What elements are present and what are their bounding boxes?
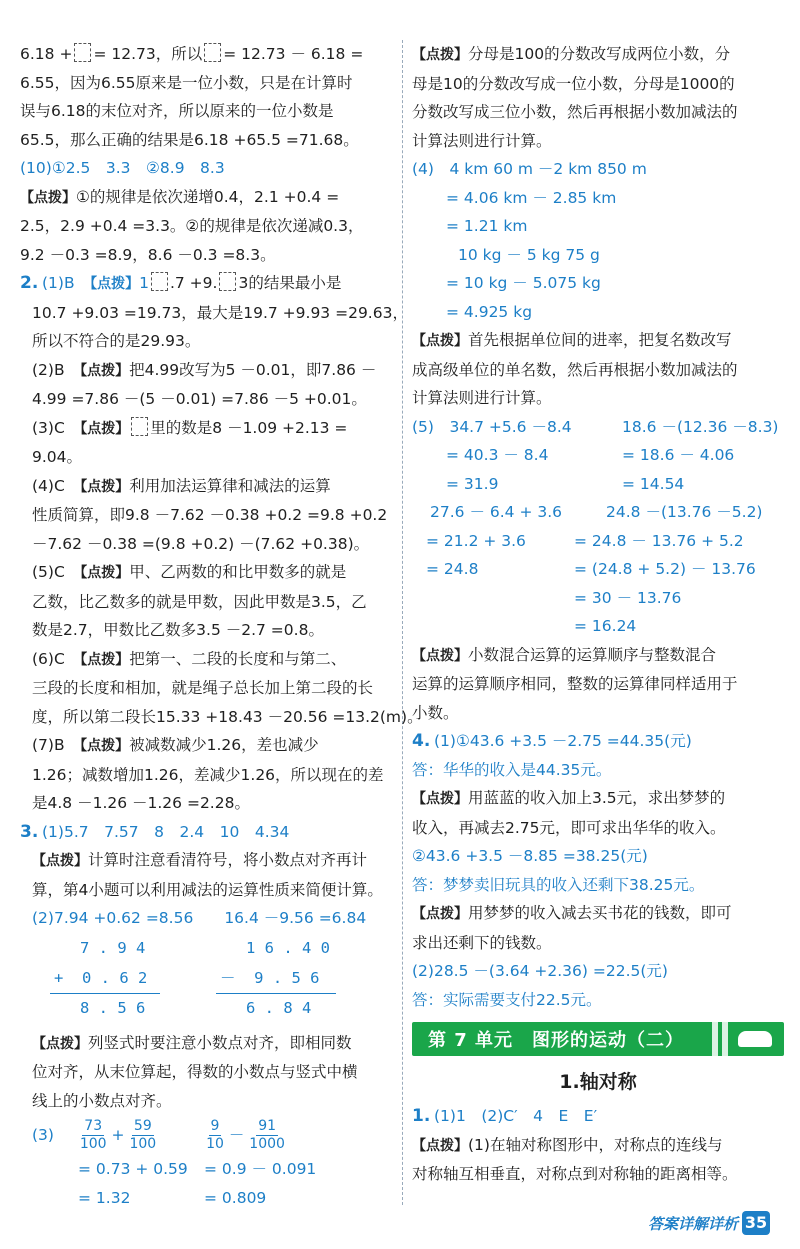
text-line: 小数。 [412,703,459,722]
text-line: 是4.8 －1.26 －1.26 =2.28。 [32,794,250,812]
text-line: 误与6.18的末位对齐，所以原来的一位小数是 [20,102,334,120]
answer-line: ②43.6 +3.5 －8.85 =38.25(元) [412,847,648,865]
answer-line: 27.6 － 6.4 + 3.6 24.8 －(13.76 －5.2) [430,503,763,521]
text-line: 9.04。 [32,448,83,466]
text-line: 数是2.7，甲数比乙数多3.5 －2.7 =0.8。 [32,621,324,639]
text-line: 10.7 +9.03 =19.73，最大是19.7 +9.93 =29.63， [32,303,408,322]
hint-line: 【点拨】小数混合运算的运算顺序与整数混合 [412,645,717,664]
question-number: 1. [412,1106,431,1126]
page-footer [648,1211,770,1235]
answer-line: (5) 34.7 +5.6 －8.4 18.6 －(12.36 －8.3) [412,417,779,436]
vertical-calculations [20,933,392,1029]
text-line: (2)B 【点拨】把4.99改写为5 －0.01，即7.86 － [32,360,377,379]
text-line: (7)B 【点拨】被减数减少1.26，差也减少 [32,736,319,754]
section-title: 1.轴对称 [559,1071,637,1093]
fraction-line: (3) $\frac{73}{100}$ + $\frac{59}{100}$ $\frac{9}{10}$ － $\frac{91}{1000}$ [32,1118,285,1152]
answer-line: (2)7.94 +0.62 =8.56 16.4 －9.56 =6.84 [32,909,367,927]
vertical-row: 6 . 8 4 [246,998,312,1017]
answer-line: (10)①2.5 3.3 ②8.9 8.3 [20,159,225,177]
answer-line: = 21.2 + 3.6 = 24.8 － 13.76 + 5.2 [426,531,744,550]
calc-line [216,993,336,994]
hint-line: 【点拨】用蓝蓝的收入加上3.5元，求出梦梦的 [412,789,726,807]
blank-box [74,43,91,62]
hint-line: 【点拨】列竖式时要注意小数点对齐，即相同数 [32,1033,352,1052]
answer-line: 10 kg － 5 kg 75 g [458,245,600,264]
text-line: －7.62 －0.38 =(9.8 +0.2) －(7.62 +0.38)。 [32,534,370,553]
vertical-row: 1 6 . 4 0 [246,938,330,957]
text-line: 2.5，2.9 +0.4 =3.3。②的规律是依次递减0.3， [20,217,364,235]
question-4-line: 4. (1)①43.6 +3.5 －2.75 =44.35(元) [412,727,784,756]
answer-line: 答：华华的收入是44.35元。 [412,760,612,779]
answer-line: = 4.925 kg [446,302,533,321]
hint-line: 【点拨】用梦梦的收入减去买书花的钱数，即可 [412,904,732,922]
text-line: 4.99 =7.86 －(5 －0.01) =7.86 －5 +0.01。 [32,390,367,408]
answer-line: 答：梦梦卖旧玩具的收入还剩下38.25元。 [412,875,705,894]
text-line: 求出还剩下的钱数。 [412,933,552,952]
answer-line: = 0.73 + 0.59 = 0.9 － 0.091 [78,1160,317,1178]
text-line: (4)C 【点拨】利用加法运算律和减法的运算 [32,476,331,495]
text-line: (3)C 【点拨】 里的数是8 －1.09 +2.13 = [32,418,348,437]
unit-banner [412,1022,784,1056]
hint-line: 【点拨】①的规律是依次递增0.4，2.1 +0.4 = [20,187,340,206]
answer-line: = 24.8 = (24.8 + 5.2) － 13.76 [426,560,756,578]
text-line: 所以不符合的是29.93。 [32,332,201,350]
answer-line: = 40.3 － 8.4 = 18.6 － 4.06 [446,446,735,464]
answer-line: = 1.21 km [446,217,528,235]
text-line: 6.18 + = 12.73，所以 = 12.73 － 6.18 = [20,45,364,63]
text-line: 对称轴互相垂直，对称点到对称轴的距离相等。 [412,1165,738,1183]
question-3-line: 3. (1)5.7 7.57 8 2.4 10 4.34 [20,818,392,847]
answer-line: = 4.06 km － 2.85 km [446,188,617,207]
footer-label: 答案详解详析 [647,1214,738,1233]
question-number: 4. [412,731,431,751]
blank-box [151,272,168,291]
blank-box [219,272,236,291]
vertical-row: + 0 . 6 2 [54,968,148,987]
right-column [412,40,784,1189]
fraction: $\frac{9}{10}$ [206,1118,224,1152]
text-line: 乙数，比乙数多的就是甲数，因此甲数是3.5，乙 [32,592,367,611]
text-line: 度，所以第二段长15.33 +18.43 －20.56 =13.2(m)。 [32,707,423,726]
fraction: $\frac{91}{1000}$ [249,1118,285,1152]
text-line: 计算法则进行计算。 [412,389,552,407]
text-line: 6.55，因为6.55原来是一位小数，只是在计算时 [20,73,353,92]
column-divider [402,40,404,1205]
answer-line: = 16.24 [574,617,637,635]
unit-title: 第 7 单元 图形的运动（二） [428,1030,685,1051]
hint-line: 【点拨】首先根据单位间的进率，把复名数改写 [412,331,732,349]
answer-line: 答：实际需要支付22.5元。 [412,990,602,1009]
car-icon [738,1031,772,1047]
text-line: 运算的运算顺序相同，整数的运算律同样适用于 [412,675,738,693]
answer-line: = 30 － 13.76 [574,588,682,607]
page-number: 35 [742,1211,770,1235]
text-line: 位对齐，从末位算起，得数的小数点与竖式中横 [32,1063,358,1081]
left-column [20,40,423,1212]
text-line: 母是10的分数改写成一位小数，分母是1000的 [412,74,735,93]
text-line: 65.5，那么正确的结果是6.18 +65.5 =71.68。 [20,130,359,149]
text-line: 计算法则进行计算。 [412,131,552,150]
answer-line: = 10 kg － 5.075 kg [446,274,601,292]
question-number: 2. [20,273,39,293]
text-line: 三段的长度和相加，就是绳子总长加上第二段的长 [32,679,374,697]
hint-line: 【点拨】计算时注意看清符号，将小数点对齐再计 [32,851,368,869]
vertical-row: 8 . 5 6 [80,998,146,1017]
hint-line: 【点拨】分母是100的分数改写成两位小数，分 [412,45,731,63]
text-line: 算，第4小题可以利用减法的运算性质来简便计算。 [32,880,383,899]
blank-box [131,417,148,436]
question-1-line: 1. (1)1 (2)C′ 4 E E′ [412,1102,784,1131]
calc-line [50,993,160,994]
fraction: $\frac{73}{100}$ [79,1118,107,1152]
vertical-row: 7 . 9 4 [80,938,146,957]
text-line: 9.2 －0.3 =8.9，8.6 －0.3 =8.3。 [20,245,276,264]
blank-box [204,43,221,62]
vertical-row: － 9 . 5 6 [220,968,320,987]
fraction: $\frac{59}{100}$ [129,1118,157,1152]
answer-line: = 1.32 = 0.809 [78,1188,267,1207]
question-number: 3. [20,821,39,842]
text-line: (5)C 【点拨】甲、乙两数的和比甲数多的就是 [32,563,347,581]
banner-stripe [712,1022,718,1056]
text-line: 线上的小数点对齐。 [32,1091,172,1110]
answer-line: (2)28.5 －(3.64 +2.36) =22.5(元) [412,962,668,980]
hint-line: 【点拨】(1)在轴对称图形中，对称点的连线与 [412,1135,723,1154]
text-line: (6)C 【点拨】把第一、二段的长度和与第二、 [32,649,347,668]
text-line: 分数改写成三位小数，然后再根据小数加减法的 [412,103,738,121]
text-line: 成高级单位的单名数，然后再根据小数加减法的 [412,360,738,379]
question-2-line: 2. (1)B 【点拨】1 .7 +9. 3的结果最小是 [20,269,392,299]
answer-line: = 31.9 = 14.54 [446,474,685,493]
answer-line: (4) 4 km 60 m －2 km 850 m [412,160,647,178]
banner-stripe [722,1022,728,1056]
text-line: 性质简算，即9.8 －7.62 －0.38 +0.2 =9.8 +0.2 [32,506,388,524]
text-line: 收入，再减去2.75元，即可求出华华的收入。 [412,818,726,837]
text-line: 1.26；减数增加1.26，差减少1.26，所以现在的差 [32,765,384,784]
